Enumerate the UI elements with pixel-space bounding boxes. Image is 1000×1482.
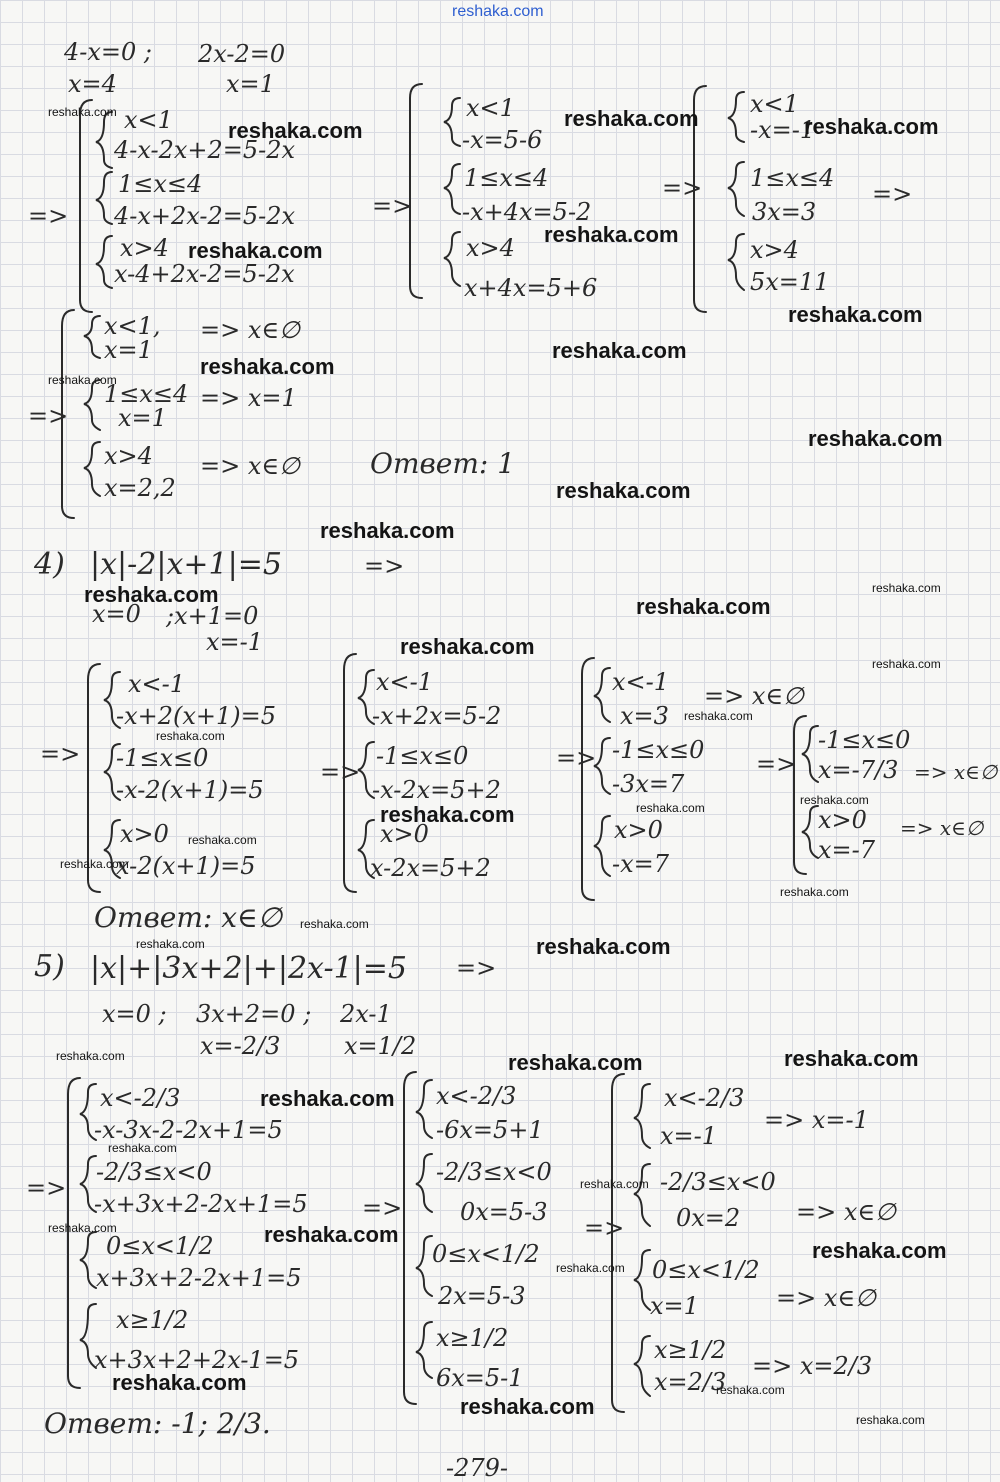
system-line: x>0 xyxy=(818,806,867,834)
system-line: 1≤x≤4 xyxy=(464,164,549,192)
watermark-text: reshaka.com xyxy=(872,581,941,595)
watermark-text: reshaka.com xyxy=(320,518,455,543)
system-line: x>4 xyxy=(750,236,799,264)
case-result: => x∈∅ xyxy=(200,316,301,344)
system-line: 1≤x≤4 xyxy=(104,380,189,408)
implies-arrow: => xyxy=(872,180,913,208)
watermark-text: reshaka.com xyxy=(716,1383,785,1397)
system-line: -x+2(x+1)=5 xyxy=(116,702,277,730)
system-line: x-2(x+1)=5 xyxy=(116,852,256,880)
watermark-text: reshaka.com xyxy=(188,238,323,263)
system-line: x<-1 xyxy=(128,670,186,698)
system-line: x<-2/3 xyxy=(100,1084,181,1112)
watermark-text: reshaka.com xyxy=(112,1370,247,1395)
watermark-text: reshaka.com xyxy=(200,354,335,379)
system-line: x<-2/3 xyxy=(436,1082,517,1110)
answer: Ответ: -1; 2/3. xyxy=(44,1407,271,1440)
system-line: x+4x=5+6 xyxy=(464,274,598,302)
system-line: x<-1 xyxy=(376,668,434,696)
watermark-text: reshaka.com xyxy=(544,222,679,247)
watermark-text: reshaka.com xyxy=(536,934,671,959)
watermark-text: reshaka.com xyxy=(788,302,923,327)
system-line: 1≤x≤4 xyxy=(750,164,835,192)
system-line: -x+2x=5-2 xyxy=(372,702,502,730)
system-line: x=1 xyxy=(104,336,153,364)
watermark-text: reshaka.com xyxy=(264,1222,399,1247)
system-line: x=-7/3 xyxy=(818,756,899,784)
root-value: x=-2/3 xyxy=(200,1032,281,1060)
system-line: 6x=5-1 xyxy=(436,1364,524,1392)
system-line: -x=7 xyxy=(612,850,670,878)
system-line: x≥1/2 xyxy=(654,1336,727,1364)
watermark-text: reshaka.com xyxy=(508,1050,643,1075)
implies-arrow: => xyxy=(26,1174,67,1202)
system-line: 3x=3 xyxy=(752,198,817,226)
watermark-text: reshaka.com xyxy=(872,657,941,671)
system-line: x<1 xyxy=(750,90,799,118)
system-line: x<1 xyxy=(466,94,515,122)
system-line: x≥1/2 xyxy=(116,1306,189,1334)
system-line: -x+3x+2-2x+1=5 xyxy=(94,1190,308,1218)
watermark-text: reshaka.com xyxy=(48,105,117,119)
implies-arrow: => xyxy=(28,202,69,230)
system-line: x=1 xyxy=(118,404,167,432)
case-result: => x=2/3 xyxy=(752,1352,873,1380)
system-line: x>0 xyxy=(120,820,169,848)
root-equation: 3x+2=0 ; xyxy=(196,1000,312,1028)
watermark-text: reshaka.com xyxy=(48,1221,117,1235)
implies-arrow: => xyxy=(362,1194,403,1222)
system-line: x<1, xyxy=(104,312,161,340)
system-line: -6x=5+1 xyxy=(436,1116,544,1144)
watermark-text: reshaka.com xyxy=(300,917,369,931)
watermark-text: reshaka.com xyxy=(260,1086,395,1111)
watermark-text: reshaka.com xyxy=(380,802,515,827)
root-equation: ;x+1=0 xyxy=(166,602,259,630)
watermark-text: reshaka.com xyxy=(556,1261,625,1275)
system-line: x=2,2 xyxy=(104,474,176,502)
case-result: => x=1 xyxy=(200,384,297,412)
implies-arrow: => xyxy=(756,750,797,778)
case-result: => x=-1 xyxy=(764,1106,869,1134)
root-value: x=-1 xyxy=(206,628,264,656)
system-line: x+3x+2-2x+1=5 xyxy=(96,1264,302,1292)
root-equation: 2x-1 xyxy=(340,1000,392,1028)
watermark-text: reshaka.com xyxy=(636,594,771,619)
watermark-text: reshaka.com xyxy=(780,885,849,899)
system-line: x>4 xyxy=(466,234,515,262)
watermark-text: reshaka.com xyxy=(808,426,943,451)
system-line: x<1 xyxy=(124,106,173,134)
watermark-text: reshaka.com xyxy=(856,1413,925,1427)
system-line: 0≤x<1/2 xyxy=(652,1256,760,1284)
watermark-text: reshaka.com xyxy=(400,634,535,659)
system-line: x+3x+2+2x-1=5 xyxy=(94,1346,300,1374)
watermark-text: reshaka.com xyxy=(684,709,753,723)
implies-arrow: => xyxy=(662,174,703,202)
page-number: -279- xyxy=(446,1454,509,1482)
system-line: -x=5-6 xyxy=(462,126,543,154)
system-line: 0≤x<1/2 xyxy=(106,1232,214,1260)
watermark-text: reshaka.com xyxy=(556,478,691,503)
root-value: x=1/2 xyxy=(344,1032,417,1060)
system-line: x<-1 xyxy=(612,668,670,696)
system-line: -3x=7 xyxy=(612,770,685,798)
system-line: -x-3x-2-2x+1=5 xyxy=(94,1116,283,1144)
implies-arrow: => xyxy=(372,192,413,220)
system-line: x-2x=5+2 xyxy=(370,854,491,882)
system-line: 4-x+2x-2=5-2x xyxy=(114,202,296,230)
system-line: -x-2(x+1)=5 xyxy=(116,776,264,804)
system-line: x>0 xyxy=(380,820,429,848)
watermark-text: reshaka.com xyxy=(84,582,219,607)
watermark-text: reshaka.com xyxy=(108,1141,177,1155)
watermark-text: reshaka.com xyxy=(800,793,869,807)
system-line: x=-7 xyxy=(818,836,876,864)
watermark-text: reshaka.com xyxy=(188,833,257,847)
system-line: x≥1/2 xyxy=(436,1324,509,1352)
system-line: x=3 xyxy=(620,702,669,730)
system-line: 0x=5-3 xyxy=(460,1198,548,1226)
watermark-text: reshaka.com xyxy=(228,118,363,143)
problem-equation: |x|-2|x+1|=5 xyxy=(90,547,282,582)
system-line: -1≤x≤0 xyxy=(818,726,911,754)
answer: Ответ: x∈∅ xyxy=(94,901,283,934)
system-line: 0≤x<1/2 xyxy=(432,1240,540,1268)
watermark-text: reshaka.com xyxy=(136,937,205,951)
watermark-text: reshaka.com xyxy=(804,114,939,139)
system-line: -2/3≤x<0 xyxy=(96,1158,212,1186)
root-equation: x=0 ; xyxy=(102,1000,167,1028)
system-line: 1≤x≤4 xyxy=(118,170,203,198)
case-result: => x∈∅ xyxy=(776,1284,877,1312)
case-result: => x∈∅ xyxy=(796,1198,897,1226)
system-line: x=1 xyxy=(650,1292,699,1320)
bracket xyxy=(80,100,92,312)
system-line: -x-2x=5+2 xyxy=(372,776,501,804)
system-line: 0x=2 xyxy=(676,1204,741,1232)
system-line: 4-x-2x+2=5-2x xyxy=(114,136,296,164)
case-result: => x∈∅ xyxy=(200,452,301,480)
watermark-text: reshaka.com xyxy=(564,106,699,131)
watermark-text: reshaka.com xyxy=(784,1046,919,1071)
watermark-text: reshaka.com xyxy=(48,373,117,387)
system-line: x=-1 xyxy=(660,1122,718,1150)
root-equation: 2x-2=0 xyxy=(198,40,286,68)
implies-arrow: => xyxy=(556,744,597,772)
problem-label: 4) xyxy=(34,547,65,582)
watermark-text: reshaka.com xyxy=(580,1177,649,1191)
watermark-text: reshaka.com xyxy=(636,801,705,815)
system-line: x<-2/3 xyxy=(664,1084,745,1112)
system-line: -2/3≤x<0 xyxy=(436,1158,552,1186)
system-line: x>4 xyxy=(120,234,169,262)
case-result: => x∈∅ xyxy=(704,682,805,710)
watermark-text: reshaka.com xyxy=(812,1238,947,1263)
implies-arrow: => xyxy=(28,402,69,430)
implies-arrow: => xyxy=(364,552,405,580)
watermark-text[interactable]: reshaka.com xyxy=(452,3,544,20)
implies-arrow: => xyxy=(456,954,497,982)
implies-arrow: => xyxy=(584,1214,625,1242)
system-line: x>4 xyxy=(104,442,153,470)
problem-equation: |x|+|3x+2|+|2x-1|=5 xyxy=(90,951,407,986)
root-equation: 4-x=0 ; xyxy=(64,38,153,66)
system-line: -1≤x≤0 xyxy=(376,742,469,770)
system-line: x-4+2x-2=5-2x xyxy=(114,260,295,288)
implies-arrow: => xyxy=(40,740,81,768)
system-line: 5x=11 xyxy=(750,268,830,296)
system-line: 2x=5-3 xyxy=(438,1282,526,1310)
system-line: -1≤x≤0 xyxy=(116,744,209,772)
system-line: -x=-1 xyxy=(750,116,816,144)
watermark-text: reshaka.com xyxy=(156,729,225,743)
root-value: x=1 xyxy=(226,70,275,98)
answer: Ответ: 1 xyxy=(370,447,516,480)
root-value: x=4 xyxy=(68,70,117,98)
watermark-text: reshaka.com xyxy=(552,338,687,363)
watermark-text: reshaka.com xyxy=(60,857,129,871)
case-result: => x∈∅ xyxy=(914,760,998,784)
system-line: -1≤x≤0 xyxy=(612,736,705,764)
implies-arrow: => xyxy=(320,758,361,786)
system-line: x=2/3 xyxy=(654,1368,727,1396)
system-line: x>0 xyxy=(614,816,663,844)
case-result: => x∈∅ xyxy=(900,816,984,840)
system-line: -x+4x=5-2 xyxy=(462,198,592,226)
problem-label: 5) xyxy=(34,949,65,984)
system-line: -2/3≤x<0 xyxy=(660,1168,776,1196)
watermark-text: reshaka.com xyxy=(56,1049,125,1063)
watermark-text: reshaka.com xyxy=(460,1394,595,1419)
root-equation: x=0 xyxy=(92,600,141,628)
